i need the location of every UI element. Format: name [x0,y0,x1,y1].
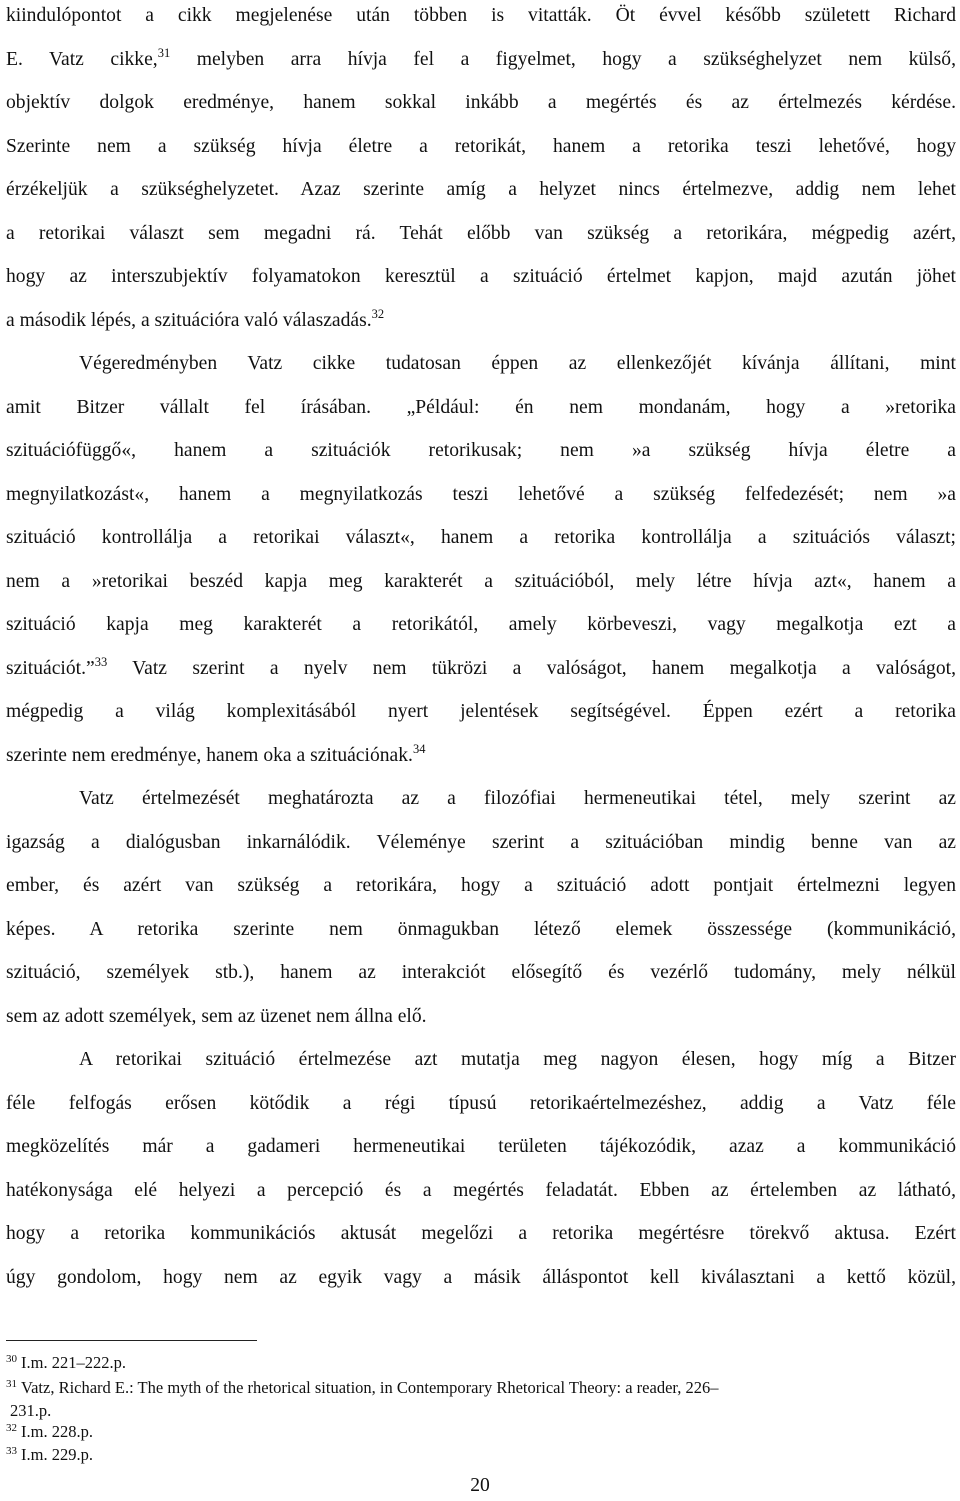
text-line: objektív dolgok eredménye, hanem sokkal inkább a megértés és az értelmezés kérdése. [6,92,956,113]
footnote-separator [6,1340,257,1341]
text-line: szituációfüggő«, hanem a szituációk retorikusak; nem »a szükség hívja életre a [6,440,956,461]
text-line: kiindulópontot a cikk megjelenése után többen is vitatták. Öt évvel később született Richard [6,5,956,26]
footnote-number: 30 [6,1353,17,1365]
text-fragment: a második lépés, a szituációra való válaszadás. [6,310,372,331]
text-line: szituáció kontrollálja a retorikai választ«, hanem a retorika kontrollálja a szituációs választ; [6,527,956,548]
text-line [6,38,956,82]
text-line [6,299,956,343]
page-number: 20 [470,1475,490,1496]
footnote-text: Vatz, Richard E.: The myth of the rhetorical situation, in Contemporary Rhetorical Theory: a reader, 226– [21,1378,719,1397]
text-line: úgy gondolom, hogy nem az egyik vagy a másik álláspontot kell kiválasztani a kettő közül, [6,1267,956,1288]
footnote-ref-33: 33 [94,655,108,669]
paragraph-first-line: A retorikai szituáció értelmezése azt mutatja meg nagyon élesen, hogy míg a Bitzer [79,1049,956,1070]
footnote-number: 31 [6,1378,17,1390]
text-fragment: melyben arra hívja fel a figyelmet, hogy a szükséghelyzet nem külső, [170,49,956,70]
text-line: érzékeljük a szükséghelyzetet. Azaz szerinte amíg a helyzet nincs értelmezve, addig nem lehet [6,179,956,200]
footnote [6,1444,956,1466]
text-line: Szerinte nem a szükség hívja életre a retorikát, hanem a retorika teszi lehetővé, hogy [6,136,956,157]
text-line: megnyilatkozást«, hanem a megnyilatkozás teszi lehetővé a szükség felfedezését; nem »a [6,484,956,505]
text-fragment: Vatz szerint a nyelv nem tükrözi a valóságot, hanem megalkotja a valóságot, [107,658,956,679]
footnote-text: I.m. 229.p. [21,1445,93,1464]
text-line [6,647,956,691]
footnote-number: 32 [6,1422,17,1434]
text-line: nem a »retorikai beszéd kapja meg karakterét a szituációból, mely létre hívja azt«, hanem a [6,571,956,592]
text-line [6,734,956,778]
text-line: hatékonysága elé helyezi a percepció és a megértés feladatát. Ebben az értelemben az látható, [6,1180,956,1201]
footnote-text: 231.p. [10,1401,52,1420]
text-line: igazság a dialógusban inkarnálódik. Véleménye szerint a szituációban mindig benne van az [6,832,956,853]
text-line: hogy az interszubjektív folyamatokon keresztül a szituáció értelmet kapjon, majd azután jöhet [6,266,956,287]
text-line: megközelítés már a gadameri hermeneutikai területen tájékozódik, azaz a kommunikáció [6,1136,956,1157]
text-line: sem az adott személyek, sem az üzenet nem állna elő. [6,1006,427,1027]
text-fragment: E. Vatz cikke, [6,49,158,70]
footnote-continuation [6,1400,956,1422]
text-line: a retorikai választ sem megadni rá. Tehát előbb van szükség a retorikára, mégpedig azért, [6,223,956,244]
text-line: képes. A retorika szerinte nem önmagukban létező elemek összessége (kommunikáció, [6,919,956,940]
footnote [6,1377,956,1399]
text-line: hogy a retorika kommunikációs aktusát megelőzi a retorika megértésre törekvő aktusa. Ezért [6,1223,956,1244]
paragraph-first-line: Vatz értelmezését meghatározta az a filozófiai hermeneutikai tétel, mely szerint az [79,788,956,809]
footnote-ref-34: 34 [412,742,426,756]
footnote-text: I.m. 221–222.p. [21,1353,126,1372]
footnote-number: 33 [6,1445,17,1457]
footnote [6,1421,956,1443]
text-line: mégpedig a világ komplexitásából nyert jelentések segítségével. Éppen ezért a retorika [6,701,956,722]
text-fragment: szerinte nem eredménye, hanem oka a szituációnak. [6,745,413,766]
text-line: amit Bitzer vállalt fel írásában. „Például: én nem mondanám, hogy a »retorika [6,397,956,418]
footnote [6,1352,956,1374]
text-line: ember, és azért van szükség a retorikára, hogy a szituáció adott pontjait értelmezni legyen [6,875,956,896]
text-fragment: szituációt.” [6,658,95,679]
text-line: szituáció, személyek stb.), hanem az interakciót elősegítő és vezérlő tudomány, mely nélkül [6,962,956,983]
text-line: féle felfogás erősen kötődik a régi típusú retorikaértelmezéshez, addig a Vatz féle [6,1093,956,1114]
footnote-ref-32: 32 [371,307,385,321]
paragraph-first-line: Végeredményben Vatz cikke tudatosan éppen az ellenkezőjét kívánja állítani, mint [79,353,956,374]
footnote-text: I.m. 228.p. [21,1422,93,1441]
footnote-ref-31: 31 [157,46,171,60]
text-line: szituáció kapja meg karakterét a retorikától, amely körbeveszi, vagy megalkotja ezt a [6,614,956,635]
